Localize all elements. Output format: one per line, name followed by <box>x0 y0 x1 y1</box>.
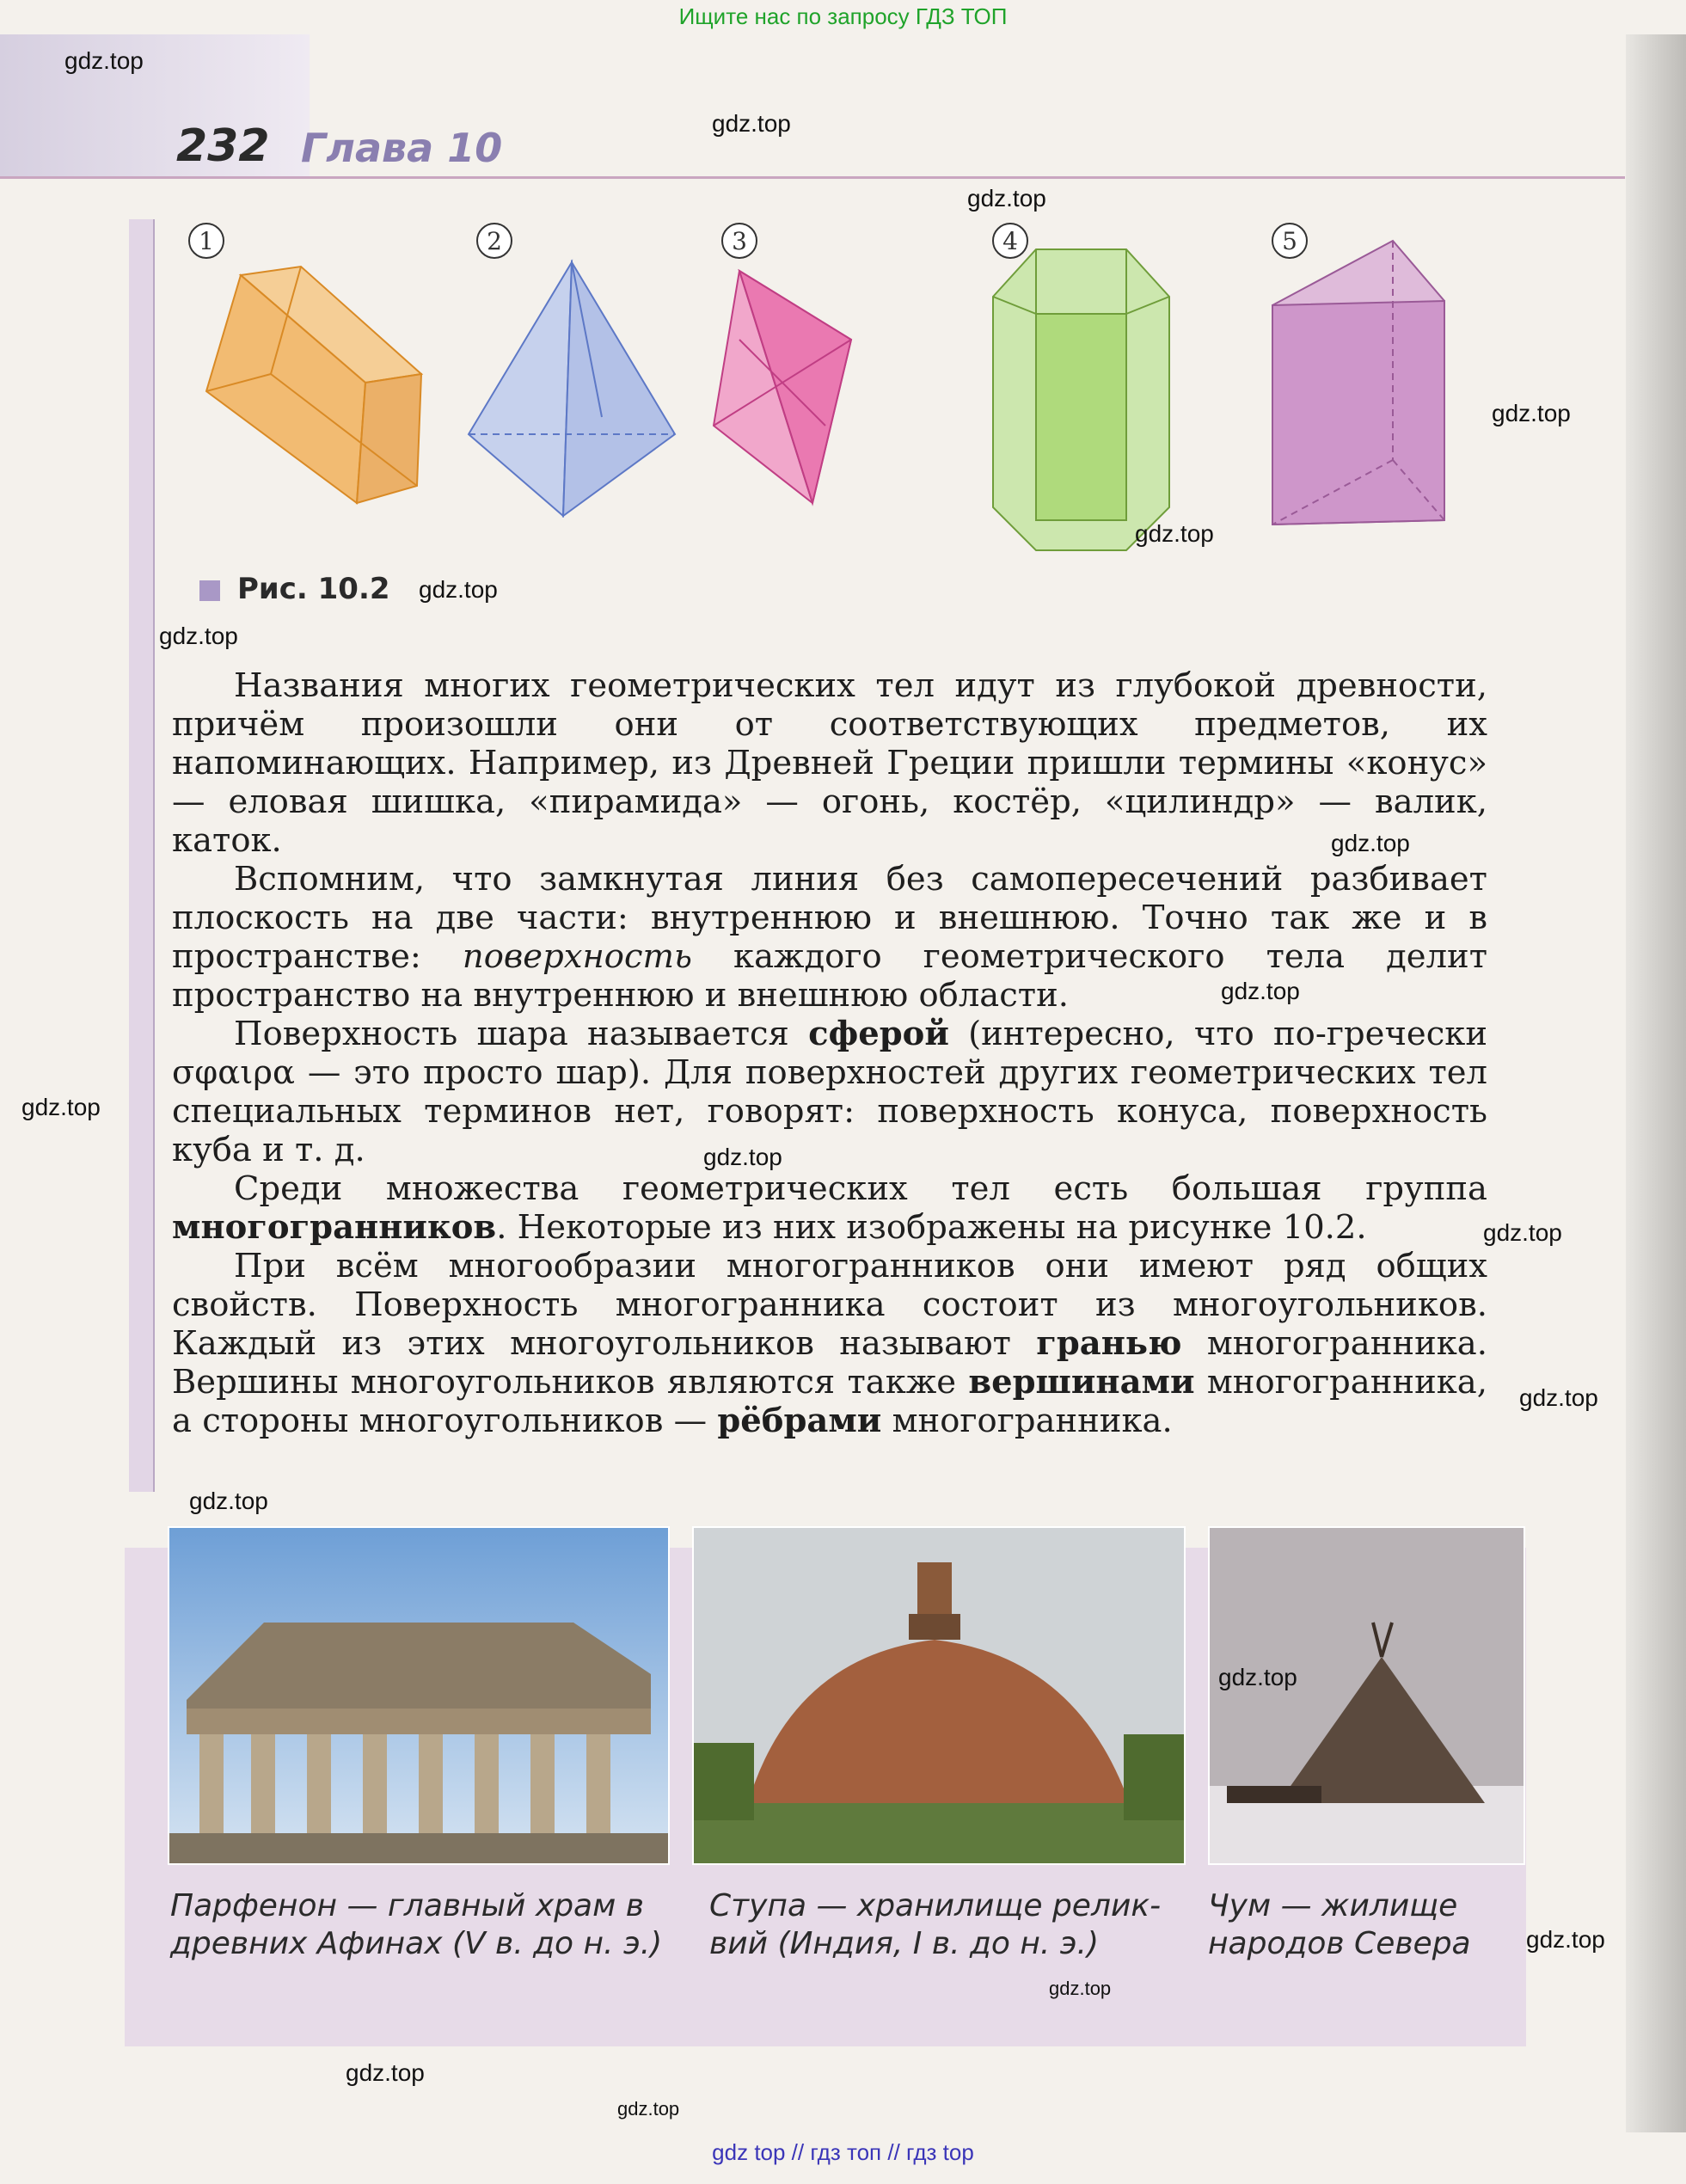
watermark: gdz.top <box>64 47 144 74</box>
watermark: gdz.top <box>189 1488 268 1514</box>
watermark: gdz.top <box>1483 1219 1562 1246</box>
figure-caption <box>199 572 390 606</box>
watermark: gdz.top <box>967 185 1046 212</box>
page-number: 232 <box>176 120 270 172</box>
polyhedron-5-triangular-prism <box>1255 219 1513 555</box>
caption-parthenon: Парфенон — главный храм в древних Афинах (V в. до н. э.) <box>170 1888 663 1961</box>
watermark: gdz.top <box>617 2098 680 2120</box>
caption-square-icon <box>199 580 220 601</box>
watermark: gdz.top <box>1049 1978 1112 1999</box>
caption-stupa: Ступа — хранилище релик- вий (Индия, I в. до н. э.) <box>709 1888 1162 1961</box>
watermark: gdz.top <box>1221 978 1300 1004</box>
polyhedron-3-bipyramid <box>705 219 963 555</box>
watermark: gdz.top <box>712 110 791 137</box>
header-rule <box>0 176 1625 179</box>
polyhedron-2-pyramid <box>460 219 718 555</box>
watermark: gdz.top <box>1519 1384 1598 1411</box>
figure-caption-text: Рис. 10.2 <box>237 572 390 606</box>
polyhedra-figure <box>163 219 1505 555</box>
watermark: gdz.top <box>159 623 238 649</box>
page-edge-shadow <box>1626 34 1686 2132</box>
triangular-prism-shape <box>1272 241 1444 525</box>
figure-number-1: 1 <box>199 227 214 255</box>
watermark: gdz.top <box>346 2059 425 2086</box>
polyhedron-1-box <box>172 219 430 555</box>
chum-image <box>1210 1528 1524 1863</box>
photo-stupa <box>692 1526 1186 1865</box>
figure-number-2: 2 <box>487 227 502 255</box>
watermark: gdz.top <box>419 576 498 603</box>
figure-number-4: 4 <box>1002 227 1018 255</box>
bipyramid-shape <box>714 271 851 503</box>
figure-number-3: 3 <box>732 227 747 255</box>
margin-bar <box>129 219 155 1492</box>
stupa-image <box>694 1528 1184 1863</box>
watermark: gdz.top <box>1526 1926 1605 1953</box>
photo-chum <box>1208 1526 1525 1865</box>
paragraph-4: Среди множества геометрических тел есть большая группа многогранников. Некоторые из них изображены на рисунке 10.2. <box>172 1169 1487 1247</box>
footer-text: gdz top // гдз топ // гдз top <box>712 2139 974 2165</box>
watermark: gdz.top <box>1492 400 1571 426</box>
polyhedron-4-prism <box>976 219 1234 555</box>
watermark: gdz.top <box>1331 830 1410 856</box>
paragraph-2: Вспомним, что замкнутая линия без самопересечений разбивает плоскость на две части: внутреннюю и внешнюю. Точно так же и в пространстве: поверхность каждого геометрического тела делит пространство на внутреннюю и внешнюю области. <box>172 860 1487 1015</box>
prism-shape <box>993 249 1169 550</box>
box-shape <box>206 267 421 503</box>
pyramid-shape <box>469 262 675 516</box>
paragraph-1: Названия многих геометрических тел идут из глубокой древности, причём произошли они от соответствующих предметов, их напоминающих. Например, из Древней Греции пришли термины «конус» — еловая шишка, «пирамида» — огонь, костёр, «цилиндр» — валик, каток. <box>172 666 1487 860</box>
paragraph-3: Поверхность шара называется сферой (интересно, что по-гречески σφαιρα — это просто шар). Для поверхностей других геометрических тел специальных терминов нет, говорят: поверхность конуса, поверхность куба и т. д. <box>172 1015 1487 1169</box>
watermark: gdz.top <box>1218 1664 1297 1690</box>
body-text <box>172 666 1487 1440</box>
chapter-title: Глава 10 <box>301 125 503 171</box>
top-banner-text: Ищите нас по запросу ГДЗ ТОП <box>678 3 1008 29</box>
figure-number-5: 5 <box>1282 227 1297 255</box>
watermark: gdz.top <box>21 1094 101 1120</box>
watermark: gdz.top <box>1135 520 1214 547</box>
parthenon-image <box>169 1528 668 1863</box>
caption-chum: Чум — жилище народов Севера <box>1208 1888 1471 1961</box>
watermark: gdz.top <box>703 1144 782 1170</box>
photo-parthenon <box>168 1526 670 1865</box>
paragraph-5: При всём многообразии многогранников они имеют ряд общих свойств. Поверхность многогранника состоит из многоугольников. Каждый из этих многоугольников называют гранью многогранника. Вершины многоугольников являются также вершинами многогранника, а стороны многоугольников — рёбрами многогранника. <box>172 1247 1487 1440</box>
